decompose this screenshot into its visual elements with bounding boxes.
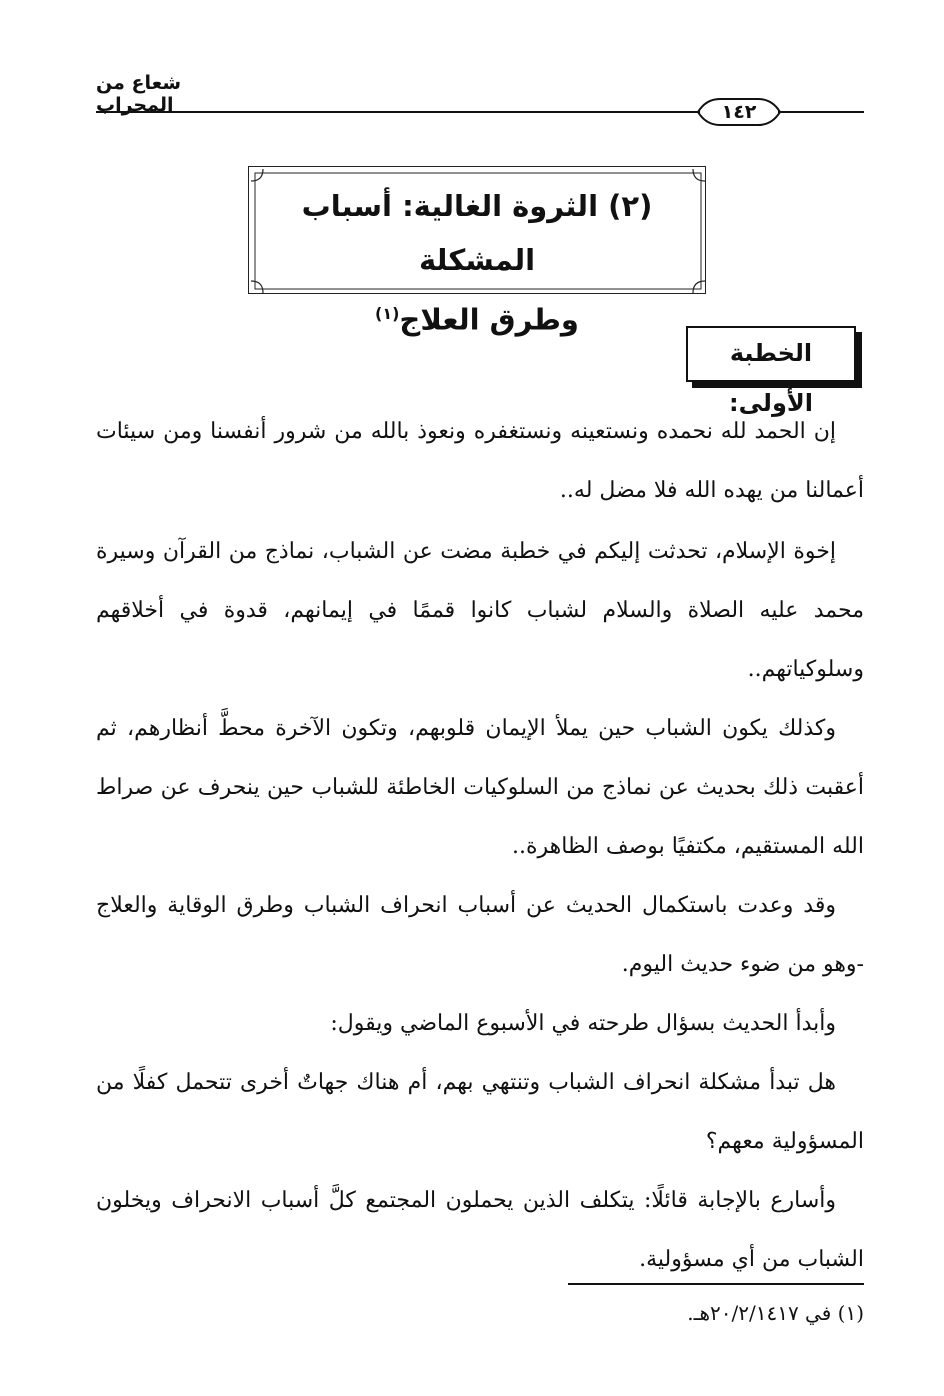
running-title: شعاع من المحراب (96, 72, 181, 116)
chapter-title-line-1: (٢) الثروة الغالية: أسباب المشكلة (301, 189, 653, 277)
section-heading: الخطبة الأولى: (686, 326, 856, 382)
title-footnote-ref: (١) (375, 304, 400, 323)
chapter-title-line-2-text: وطرق العلاج (399, 302, 579, 337)
chapter-title (249, 179, 705, 347)
page-number: ١٤٢ (721, 101, 757, 123)
section-heading-box (686, 326, 862, 417)
chapter-title-line-2 (249, 287, 705, 347)
chapter-title-box (248, 166, 706, 337)
paragraph: هل تبدأ مشكلة انحراف الشباب وتنتهي بهم، أم هناك جهاتٌ أخرى تتحمل كفلًا من المسؤولية معهم؟ (96, 1070, 864, 1154)
paragraph: وأسارع بالإجابة قائلًا: يتكلف الذين يحملون المجتمع كلَّ أسباب الانحراف ويخلون الشباب من أي مسؤولية. (96, 1188, 864, 1272)
page-number-badge (694, 96, 784, 128)
paragraph: إن الحمد لله نحمده ونستعينه ونستغفره ونعوذ بالله من شرور أنفسنا ومن سيئات أعمالنا من يهده الله فلا مضل له.. (96, 419, 864, 503)
paragraph: إخوة الإسلام، تحدثت إليكم في خطبة مضت عن الشباب، نماذج من القرآن وسيرة محمد عليه الصلاة والسلام لشباب كانوا قممًا في إيمانهم، قدوة في أخلاقهم وسلوكياتهم.. (96, 539, 864, 682)
paragraph: وكذلك يكون الشباب حين يملأ الإيمان قلوبهم، وتكون الآخرة محطَّ أنظارهم، ثم أعقبت ذلك بحديث عن نماذج من السلوكيات الخاطئة للشباب حين ينحرف عن صراط الله المستقيم، مكتفيًا بوصف الظاهرة.. (96, 716, 864, 859)
paragraph: وأبدأ الحديث بسؤال طرحته في الأسبوع الماضي ويقول: (330, 1011, 836, 1036)
footnote: (١) في ٢٠/٢/١٤١٧هـ. (687, 1301, 864, 1325)
body-text (96, 402, 864, 1289)
footnote-rule (568, 1283, 864, 1285)
paragraph: وقد وعدت باستكمال الحديث عن أسباب انحراف الشباب وطرق الوقاية والعلاج -وهو من ضوء حديث اليوم. (96, 893, 864, 977)
